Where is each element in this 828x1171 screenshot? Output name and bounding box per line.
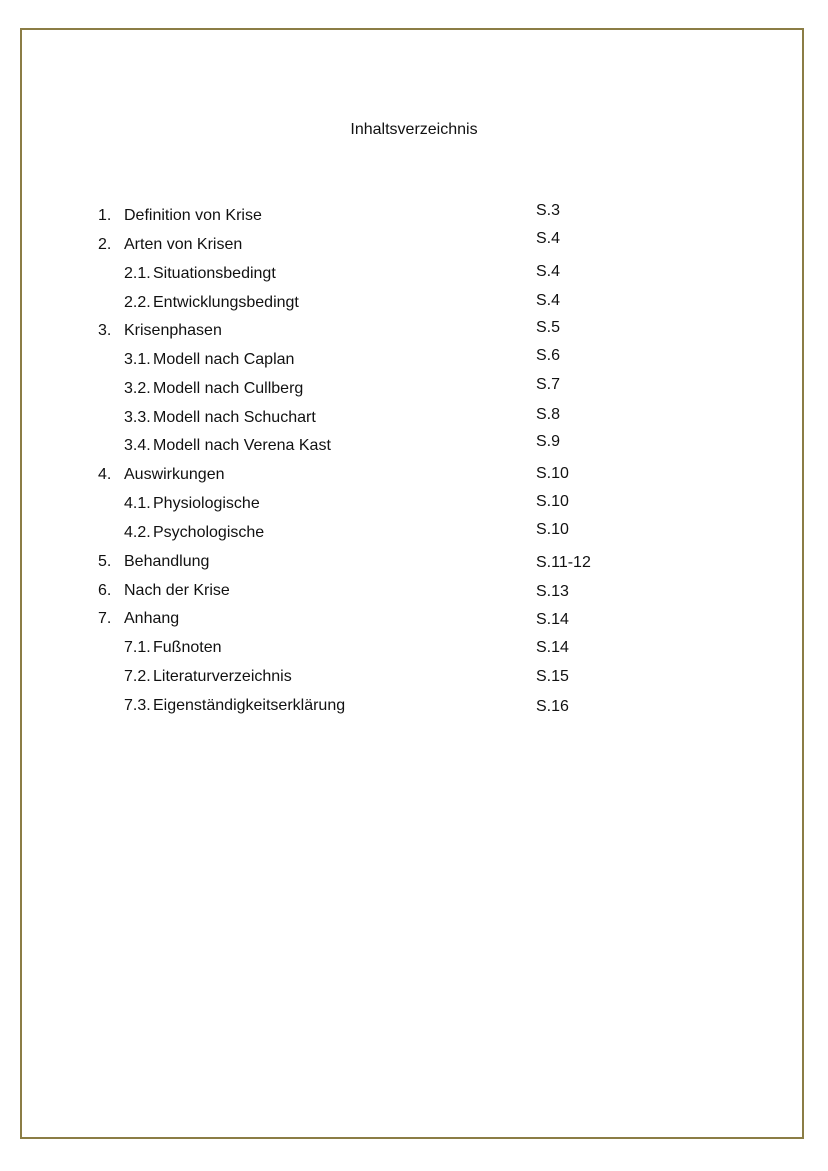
toc-number: 1. xyxy=(98,207,112,224)
toc-number: 6. xyxy=(98,582,112,599)
toc-number: 3. xyxy=(98,322,112,339)
toc-page-ref: S.13 xyxy=(536,583,569,600)
toc-label: Modell nach Caplan xyxy=(153,351,295,368)
toc-entry xyxy=(0,610,828,632)
toc-page-ref: S.10 xyxy=(536,465,569,482)
toc-label: Modell nach Cullberg xyxy=(153,380,304,397)
toc-label: Modell nach Verena Kast xyxy=(153,437,331,454)
toc-number: 3.2. xyxy=(124,380,151,397)
toc-number: 3.1. xyxy=(124,351,151,368)
toc-page-ref: S.15 xyxy=(536,668,569,685)
toc-page-ref: S.4 xyxy=(536,230,561,247)
toc-page-ref: S.10 xyxy=(536,521,569,538)
toc-label: Nach der Krise xyxy=(124,582,230,599)
toc-label: Physiologische xyxy=(153,495,260,512)
toc-entry xyxy=(0,639,828,661)
toc-entry xyxy=(0,347,828,373)
toc-label: Krisenphasen xyxy=(124,322,222,339)
toc-label: Definition von Krise xyxy=(124,207,262,224)
toc-label: Psychologische xyxy=(153,524,265,541)
toc-entry xyxy=(0,319,828,344)
toc-number: 3.3. xyxy=(124,409,151,426)
toc-page-ref: S.16 xyxy=(536,698,569,715)
toc-entry xyxy=(0,376,828,402)
toc-entry xyxy=(0,406,828,431)
toc-number: 4. xyxy=(98,466,112,483)
toc-entry xyxy=(0,202,828,229)
toc-label: Situationsbedingt xyxy=(153,265,276,282)
toc-entry xyxy=(0,495,828,517)
toc-number: 7.2. xyxy=(124,668,151,685)
toc-entry xyxy=(0,668,828,690)
toc-number: 2.1. xyxy=(124,265,151,282)
toc-page-ref: S.9 xyxy=(536,433,561,450)
toc-page-ref: S.6 xyxy=(536,347,561,364)
toc-label: Anhang xyxy=(124,610,180,627)
toc-label: Eigenständigkeitserklärung xyxy=(153,697,346,714)
toc-number: 2. xyxy=(98,236,112,253)
toc-label: Entwicklungsbedingt xyxy=(153,294,299,311)
toc-page-ref: S.10 xyxy=(536,493,569,510)
toc-entry xyxy=(0,521,828,546)
toc-label: Arten von Krisen xyxy=(124,236,243,253)
toc-label: Modell nach Schuchart xyxy=(153,409,316,426)
toc-page-ref: S.4 xyxy=(536,292,561,309)
toc-label: Literaturverzeichnis xyxy=(153,668,292,685)
toc-label: Behandlung xyxy=(124,553,210,570)
toc-page-ref: S.3 xyxy=(536,202,561,219)
toc-entry xyxy=(0,294,828,316)
toc-number: 4.1. xyxy=(124,495,151,512)
toc-page-ref: S.5 xyxy=(536,319,561,336)
toc-number: 7.3. xyxy=(124,697,151,714)
toc-page-ref: S.11-12 xyxy=(536,554,591,571)
toc-page-ref: S.8 xyxy=(536,406,561,423)
toc-entry xyxy=(0,697,828,719)
toc-page-ref: S.14 xyxy=(536,611,569,628)
toc-number: 4.2. xyxy=(124,524,151,541)
toc-page-ref: S.4 xyxy=(536,263,561,280)
toc-label: Fußnoten xyxy=(153,639,222,656)
toc-entry xyxy=(0,553,828,575)
toc-number: 3.4. xyxy=(124,437,151,454)
toc-number: 7. xyxy=(98,610,112,627)
toc-entry xyxy=(0,582,828,604)
toc-entry xyxy=(0,230,828,258)
toc-page-ref: S.14 xyxy=(536,639,569,656)
toc-entry xyxy=(0,265,828,287)
toc-entry xyxy=(0,433,828,459)
toc-page-ref: S.7 xyxy=(536,376,561,393)
toc-number: 5. xyxy=(98,553,112,570)
toc-entry xyxy=(0,466,828,488)
toc-number: 7.1. xyxy=(124,639,151,656)
toc-label: Auswirkungen xyxy=(124,466,225,483)
toc-number: 2.2. xyxy=(124,294,151,311)
toc-title: Inhaltsverzeichnis xyxy=(350,121,478,138)
